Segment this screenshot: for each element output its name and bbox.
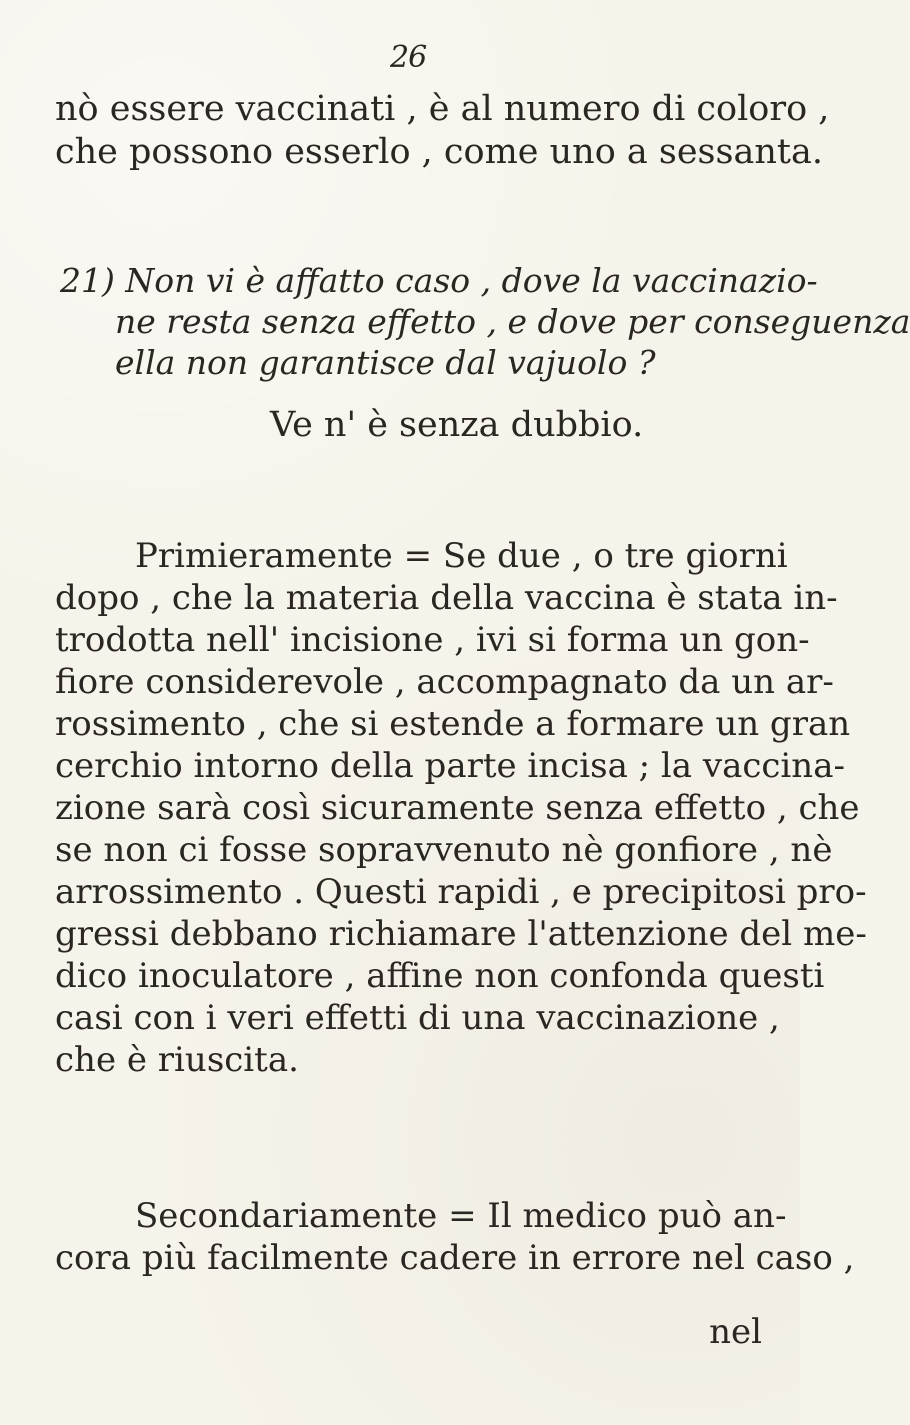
- paragraph-line: trodotta nell' incisione , ivi si forma un gon-: [55, 620, 810, 660]
- paragraph-line: fiore considerevole , accompagnato da un ar-: [55, 662, 834, 702]
- question-line-3: ella non garantisce dal vajuolo ?: [115, 343, 656, 382]
- paragraph-line: dopo , che la materia della vaccina è stata in-: [55, 578, 838, 618]
- paragraph-line: zione sarà così sicuramente senza effetto , che: [55, 788, 860, 828]
- paragraph-line: che è riuscita.: [55, 1040, 299, 1080]
- paragraph-line: gressi debbano richiamare l'attenzione del me-: [55, 914, 867, 954]
- page-number: 26: [390, 40, 427, 75]
- paragraph-line: casi con i veri effetti di una vaccinazione ,: [55, 998, 780, 1038]
- paragraph-line: Primieramente = Se due , o tre giorni: [135, 536, 788, 576]
- answer-text: Ve n' è senza dubbio.: [270, 405, 644, 445]
- intro-line-1: nò essere vaccinati , è al numero di coloro ,: [55, 89, 830, 129]
- paragraph-secondariamente: [55, 1195, 855, 1279]
- question-line-2: ne resta senza effetto , e dove per conseguenza: [115, 302, 910, 341]
- paragraph-line: rossimento , che si estende a formare un gran: [55, 704, 851, 744]
- intro-line-2: che possono esserlo , come uno a sessanta.: [55, 132, 823, 172]
- paragraph-line: dico inoculatore , affine non confonda questi: [55, 956, 825, 996]
- paragraph-line: cora più facilmente cadere in errore nel caso ,: [55, 1238, 855, 1278]
- paragraph-line: arrossimento . Questi rapidi , e precipitosi pro-: [55, 872, 867, 912]
- intro-text: [55, 88, 830, 174]
- paragraph-line: Secondariamente = Il medico può an-: [135, 1196, 787, 1236]
- question-line-1: 21) Non vi è affatto caso , dove la vaccinazio-: [60, 261, 818, 300]
- paragraph-primieramente: [55, 535, 867, 1081]
- paragraph-line: se non ci fosse sopravvenuto nè gonfiore , nè: [55, 830, 833, 870]
- catchword: nel: [709, 1312, 762, 1352]
- question-heading: [60, 260, 910, 383]
- paragraph-line: cerchio intorno della parte incisa ; la vaccina-: [55, 746, 845, 786]
